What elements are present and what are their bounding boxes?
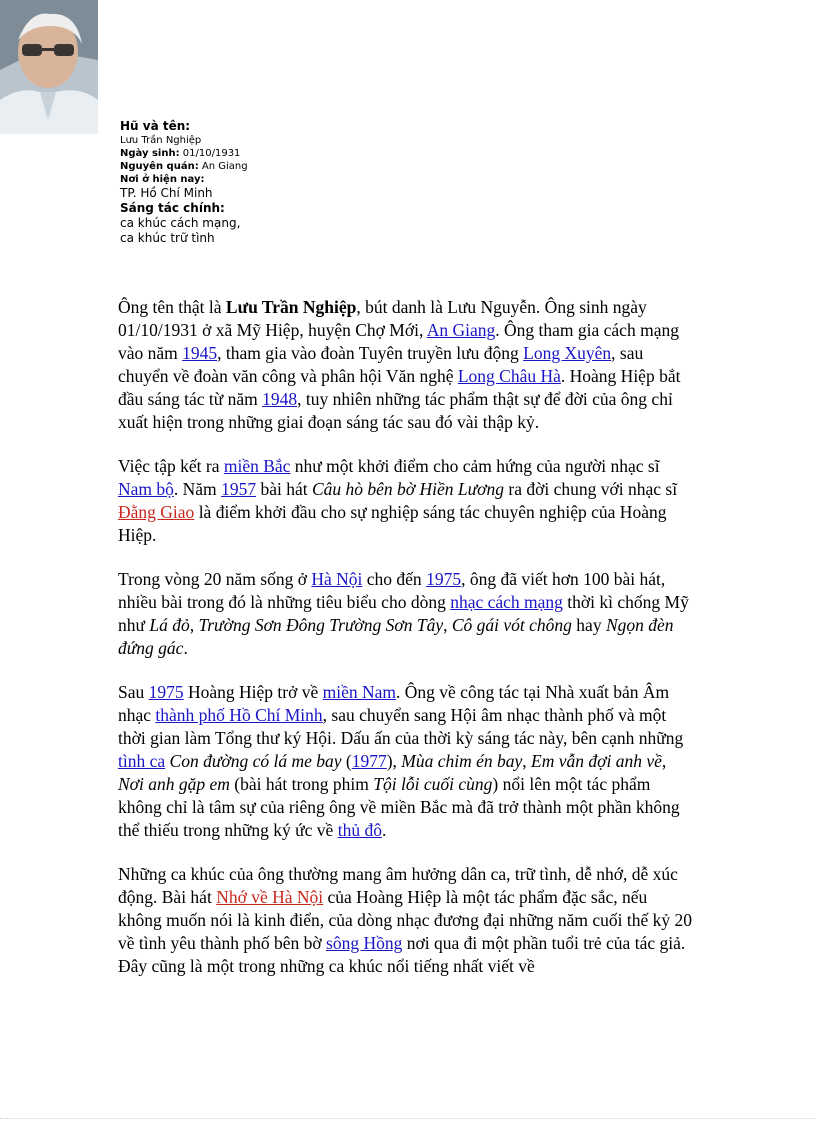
- link-1975[interactable]: 1975: [148, 682, 184, 702]
- link-long-xuyen[interactable]: Long Xuyên: [523, 343, 612, 363]
- text: , sau chuyển sang Hội âm nhạc thành phố và một thời gian làm Tổng thư ký Hội. Dấu ấn của thời kỳ sáng tác này, bên cạnh những: [118, 705, 684, 748]
- link-dang-giao[interactable]: Đằng Giao: [118, 502, 195, 522]
- page-divider: [0, 1118, 816, 1119]
- residence-label: Nơi ở hiện nay:: [120, 174, 205, 185]
- song-title: Câu hò bên bờ Hiền Lương: [311, 479, 504, 499]
- text: , tham gia vào đoàn Tuyên truyền lưu động: [217, 343, 524, 363]
- song-title: Nơi anh gặp em: [118, 774, 230, 794]
- text: ,: [522, 751, 532, 771]
- film-title: Tội lỗi cuối cùng: [373, 774, 493, 794]
- text: ,: [443, 615, 452, 635]
- link-tinh-ca[interactable]: tình ca: [118, 751, 166, 771]
- text: . Năm: [173, 479, 222, 499]
- link-1945[interactable]: 1945: [182, 343, 218, 363]
- portrait-image: [0, 0, 98, 134]
- works-line-1: ca khúc cách mạng,: [120, 216, 241, 230]
- link-mien-nam[interactable]: miền Nam: [322, 682, 397, 702]
- text: .: [381, 820, 387, 840]
- residence-value: TP. Hồ Chí Minh: [120, 186, 213, 200]
- link-tp-hcm[interactable]: thành phố Hồ Chí Minh: [155, 705, 323, 725]
- text: bài hát: [256, 479, 312, 499]
- text: . Ông tham gia cách mạng vào năm: [118, 320, 679, 363]
- text: Ông tên thật là: [118, 297, 226, 317]
- song-title: Cô gái vót chông: [451, 615, 572, 635]
- text: . Ông về công tác tại Nhà xuất bản Âm nhạc: [118, 682, 670, 725]
- profile-info: [120, 119, 320, 246]
- song-title: Con đường có lá me bay: [169, 751, 342, 771]
- link-thu-do[interactable]: thủ đô: [337, 820, 382, 840]
- origin-value: An Giang: [201, 161, 248, 172]
- text: , sau chuyển về đoàn văn công và phân hội Văn nghệ: [118, 343, 644, 386]
- text: , bút danh là Lưu Nguyễn. Ông sinh ngày 01/10/1931 ở xã Mỹ Hiệp, huyện Chợ Mới,: [118, 297, 647, 340]
- text: như một khởi điểm cho cảm hứng của người nhạc sĩ: [290, 456, 660, 476]
- text: ) nổi lên một tác phẩm không chỉ là tâm sự của riêng ông về miền Bắc mà đã trở thành một phần không thể thiếu trong những ký ức về: [118, 774, 680, 840]
- name-value: Lưu Trần Nghiệp: [120, 135, 202, 146]
- birth-value: 01/10/1931: [182, 148, 241, 159]
- link-nho-ve-ha-noi[interactable]: Nhớ về Hà Nội: [216, 887, 324, 907]
- text: nơi qua đi một phần tuổi trẻ của tác giả. Đây cũng là một trong những ca khúc nổi tiếng nhất viết về: [118, 933, 686, 976]
- text: thời kì chống Mỹ như: [118, 592, 689, 635]
- link-nhac-cach-mang[interactable]: nhạc cách mạng: [450, 592, 563, 612]
- text: Việc tập kết ra: [118, 456, 224, 476]
- paragraph-5: [118, 863, 694, 978]
- paragraph-1: [118, 296, 694, 434]
- link-long-chau-ha[interactable]: Long Châu Hà: [457, 366, 561, 386]
- origin-label: Nguyên quán:: [120, 161, 199, 172]
- portrait-photo: [0, 0, 98, 134]
- link-song-hong[interactable]: sông Hồng: [326, 933, 403, 953]
- text: , tuy nhiên những tác phẩm thật sự để đời của ông chỉ xuất hiện trong những giai đoạn sáng tác sau đó vài thập kỷ.: [118, 389, 673, 432]
- text: , ông đã viết hơn 100 bài hát, nhiều bài trong đó là những tiêu biểu cho dòng: [118, 569, 666, 612]
- text: ra đời chung với nhạc sĩ: [504, 479, 678, 499]
- text: (: [341, 751, 352, 771]
- link-mien-bac[interactable]: miền Bắc: [223, 456, 291, 476]
- text: .: [183, 638, 188, 658]
- works-label: Sáng tác chính:: [120, 201, 225, 215]
- link-ha-noi[interactable]: Hà Nội: [311, 569, 363, 589]
- link-1957[interactable]: 1957: [221, 479, 257, 499]
- link-nam-bo[interactable]: Nam bộ: [118, 479, 174, 499]
- paragraph-4: [118, 681, 694, 842]
- birth-label: Ngày sinh:: [120, 148, 180, 159]
- song-title: Mùa chim én bay: [401, 751, 523, 771]
- text: ),: [386, 751, 402, 771]
- works-line-2: ca khúc trữ tình: [120, 231, 215, 245]
- text: của Hoàng Hiệp là một tác phẩm đặc sắc, nếu không muốn nói là kinh điển, của dòng nhạc đương đại những năm cuối thế kỷ 20 về tình yêu thành phố bên bờ: [118, 887, 693, 953]
- text: Những ca khúc của ông thường mang âm hưởng dân ca, trữ tình, dễ nhớ, dễ xúc động. Bài hát: [118, 864, 678, 907]
- text: Sau: [118, 682, 149, 702]
- link-an-giang[interactable]: An Giang: [426, 320, 496, 340]
- paragraph-2: [118, 455, 694, 547]
- link-1977[interactable]: 1977: [351, 751, 387, 771]
- text: Trong vòng 20 năm sống ở: [118, 569, 312, 589]
- song-title: Lá đỏ, Trường Sơn Đông Trường Sơn Tây: [149, 615, 444, 635]
- biography-content: [118, 296, 694, 999]
- song-title: Em vẫn đợi anh về: [531, 751, 662, 771]
- text: hay: [571, 615, 606, 635]
- text: . Hoàng Hiệp bắt đầu sáng tác từ năm: [118, 366, 681, 409]
- text: là điểm khởi đầu cho sự nghiệp sáng tác chuyên nghiệp của Hoàng Hiệp.: [118, 502, 667, 545]
- link-1948[interactable]: 1948: [262, 389, 298, 409]
- link-1975[interactable]: 1975: [426, 569, 462, 589]
- text: Hoàng Hiệp trở về: [183, 682, 323, 702]
- real-name: Lưu Trần Nghiệp: [225, 297, 357, 317]
- text: (bài hát trong phim: [229, 774, 374, 794]
- paragraph-3: [118, 568, 694, 660]
- name-label: Hũ và tên:: [120, 119, 191, 133]
- song-title: Ngọn đèn đứng gác: [118, 615, 674, 658]
- text: ,: [661, 751, 667, 771]
- text: cho đến: [362, 569, 427, 589]
